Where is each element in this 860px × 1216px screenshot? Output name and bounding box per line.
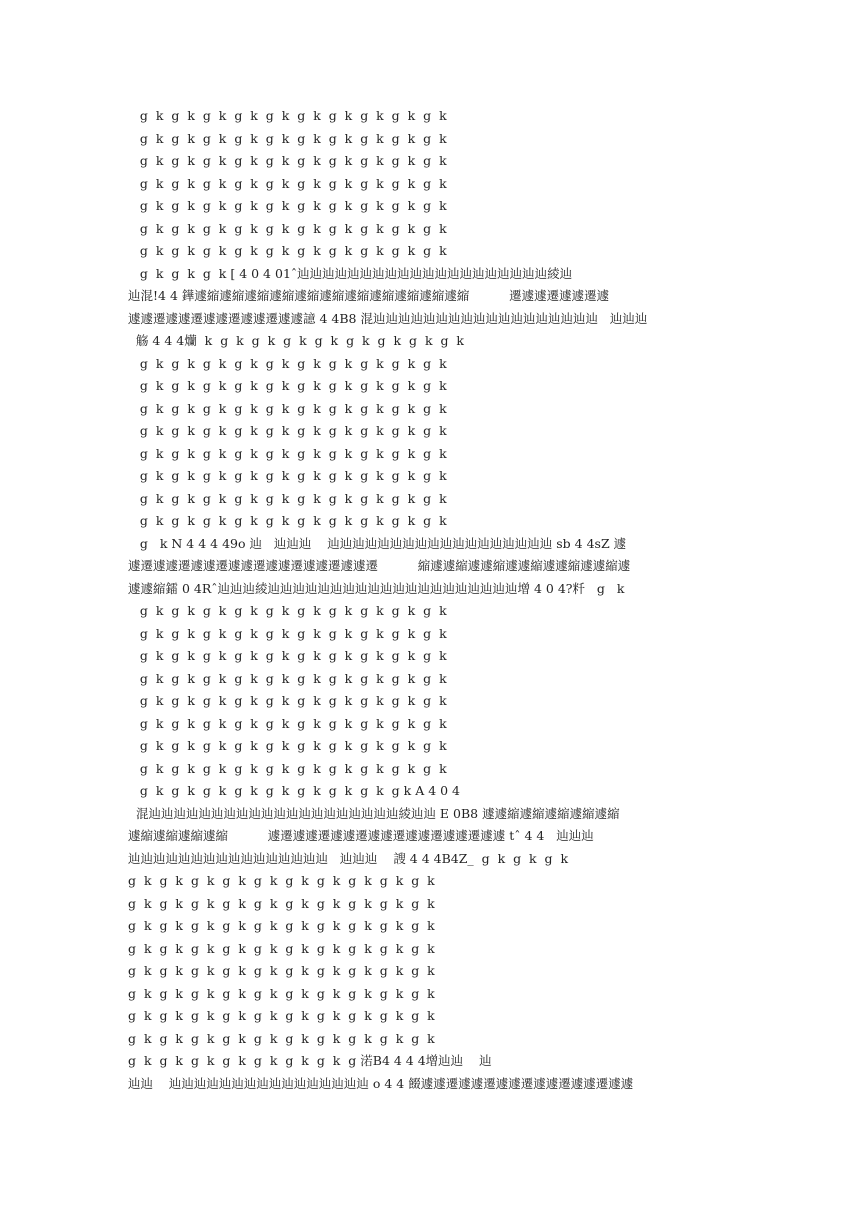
text-line: g k g k g k g k g k g k g k g k g k g k (128, 760, 447, 776)
text-line: g k g k g k g k g k g k g k g k g k g k (128, 625, 447, 641)
text-line: g k g k g k g k g k g k g k g k g k g k (128, 1030, 435, 1046)
text-line: 觞 4 4 4爤 k g k g k g k g k g k g k g k g k (128, 333, 465, 348)
text-line: g k g k g k g k g k g k g k g k g k g k (128, 715, 447, 731)
text-line: g k g k g k g k g k g k g k g k g k g k (128, 445, 447, 461)
text-line: g k g k g k g k g k g k g k g k g k g k (128, 198, 447, 213)
text-line: g k g k g k g k g k g k g k g k g k A 4 0 4 (128, 783, 461, 798)
text-line: 遽遽縮鐳 0 4Rˆ辿辿辿綾辿辿辿辿辿辿辿辿辿辿辿辿辿辿辿辿辿辿辿辿增 4 0 4?粁 g k (128, 580, 625, 596)
text-line: g k g k g k g k g k g k g k g k g k g k (128, 423, 447, 438)
text-line: 辿辿 辿辿辿辿辿辿辿辿辿辿辿辿辿辿辿辿 o 4 4 餟遽遽遷遽遽遷遽遽遷遽遽遷遽遽遷遽遽 (128, 1075, 634, 1091)
text-line: 辿混!4 4 鏵遽縮遽縮遽縮遽縮遽縮遽縮遽縮遽縮遽縮遽縮遽縮 遷遽遽遷遽遽遷遽 (128, 288, 610, 303)
text-line: g k g k g k g k g k g k g k g k g k g k (128, 490, 447, 506)
text-line: g k g k g k g k g k g k g k g k g k g k (128, 355, 447, 371)
text-line: g k g k g k g k g k g k g k g k g k g k (128, 220, 447, 236)
text-line: g k N 4 4 4 49o 辿 辿辿辿 辿辿辿辿辿辿辿辿辿辿辿辿辿辿辿辿辿辿 sb 4 4sZ 遽 (128, 535, 627, 551)
text-line: g k g k g k g k g k g k g k g k g k g k (128, 895, 435, 911)
text-line: g k g k g k g k g k g k g k g k g k g k (128, 243, 447, 258)
text-line: g k g k g k g k g k g k g k g k g k g k (128, 1008, 435, 1023)
text-line: g k g k g k g k g k g k g k g k g k g k (128, 873, 435, 888)
text-line: g k g k g k g k g k g k g k g k g k g k (128, 400, 447, 416)
text-line: g k g k g k g k g k g k g k g k g k g k (128, 985, 435, 1001)
text-line: g k g k g k g k g k g k g k g k g k g k (128, 738, 447, 753)
text-line: 辿辿辿辿辿辿辿辿辿辿辿辿辿辿辿辿 辿辿辿 謏 4 4 4B4Z_ g k g k g k (128, 850, 569, 866)
text-line: g k g k g k g k g k g k g k g k g k g k (128, 153, 447, 168)
text-line: g k g k g k g k g k g k g k g k g k g k (128, 918, 435, 933)
text-line: g k g k g k g k g k g k g k g k g k g k (128, 670, 447, 686)
text-line: 遽遷遽遽遷遽遽遷遽遽遷遽遽遷遽遽遷遽遽遷 縮遽遽縮遽遽縮遽遽縮遽遽縮遽遽縮遽 (128, 558, 631, 573)
text-line: g k g k g k g k g k g k g k g k g k g k (128, 693, 447, 708)
text-line: g k g k g k g k g k g k g k g k g k g k (128, 468, 447, 483)
text-line: g k g k g k g k g k g k g k g k g k g k (128, 940, 435, 956)
text-line: g k g k g k g k g k g k g k g k g k g k (128, 108, 447, 123)
text-line: g k g k g k g k g k g k g k g k g k g k (128, 648, 447, 663)
text-line: g k g k g k g k g k g k g k g k g k g k (128, 378, 447, 393)
text-line: g k g k g k g k g k g k g k g k g k g k (128, 130, 447, 146)
text-line: g k g k g k g k g k g k g k g k g k g k (128, 963, 435, 978)
text-line: g k g k g k g k g k g k g k g 渃B4 4 4 4增辿辿 辿 (128, 1053, 492, 1068)
text-line: 遽遽遷遽遽遷遽遽遷遽遽遷遽遽譩 4 4B8 混辿辿辿辿辿辿辿辿辿辿辿辿辿辿辿辿辿辿 辿辿辿 (128, 310, 648, 326)
text-line: g k g k g k g k g k g k g k g k g k g k (128, 513, 447, 528)
text-line: 遽縮遽縮遽縮遽縮 遽遷遽遽遷遽遽遷遽遽遷遽遽遷遽遽遷遽遽 tˆ 4 4 辿辿辿 (128, 828, 594, 843)
text-line: g k g k g k [ 4 0 4 01ˆ辿辿辿辿辿辿辿辿辿辿辿辿辿辿辿辿辿辿辿辿綾辿 (128, 265, 573, 281)
text-line: g k g k g k g k g k g k g k g k g k g k (128, 603, 447, 618)
text-line: 混辿辿辿辿辿辿辿辿辿辿辿辿辿辿辿辿辿辿辿辿綾辿辿 E 0B8 遽遽縮遽縮遽縮遽縮遽縮 (128, 805, 620, 821)
text-line: g k g k g k g k g k g k g k g k g k g k (128, 175, 447, 191)
